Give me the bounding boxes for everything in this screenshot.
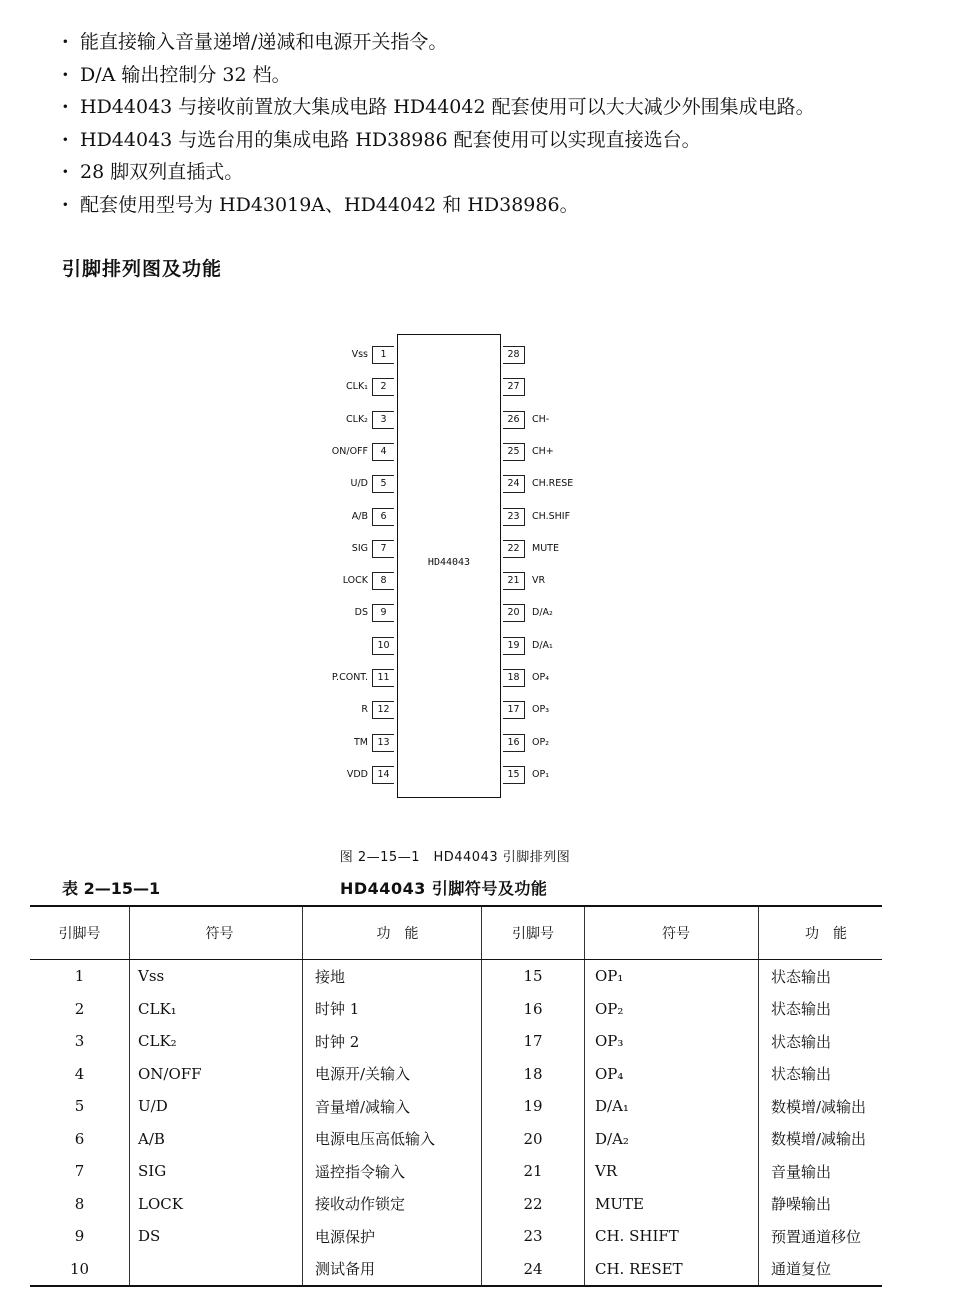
function-cell: 时钟 2 <box>303 1025 482 1058</box>
pin-number: 15 <box>503 766 525 784</box>
table-header-row <box>30 906 882 960</box>
pin-number: 16 <box>503 734 525 752</box>
symbol-cell: MUTE <box>585 1188 759 1221</box>
pin-symbol: CLK₁ <box>346 381 368 393</box>
pin-number: 14 <box>372 766 394 784</box>
function-cell: 状态输出 <box>759 960 883 993</box>
pin-symbol: OP₂ <box>532 736 550 748</box>
pin-number-cell: 16 <box>482 993 585 1026</box>
pin-symbol: SIG <box>351 542 368 554</box>
pin-number-cell: 18 <box>482 1058 585 1091</box>
pin-number: 7 <box>372 540 394 558</box>
pin-symbol: R <box>361 704 368 716</box>
pin-number-cell: 20 <box>482 1123 585 1156</box>
pin-symbol: OP₄ <box>532 672 550 683</box>
feature-item: · HD44043 与接收前置放大集成电路 HD44042 配套使用可以大大减少外围集成电路。 <box>62 96 815 118</box>
header-symbol: 符号 <box>585 906 759 960</box>
pin-symbol: D/A₁ <box>532 639 553 651</box>
pin-symbol: ON/OFF <box>331 445 368 457</box>
symbol-cell: Vss <box>130 960 303 993</box>
function-cell: 时钟 1 <box>303 993 482 1026</box>
pin-symbol: VDD <box>346 768 368 780</box>
feature-list <box>62 26 942 221</box>
feature-item: · HD44043 与选台用的集成电路 HD38986 配套使用可以实现直接选台。 <box>62 128 701 151</box>
pin-number-cell: 10 <box>30 1253 130 1287</box>
pin-number: 6 <box>372 508 394 526</box>
table-row <box>30 1188 882 1221</box>
symbol-cell: CH. RESET <box>585 1253 759 1287</box>
pin-symbol: P.CONT. <box>331 672 368 683</box>
pin-number: 1 <box>372 346 394 364</box>
pin-number: 23 <box>503 508 525 526</box>
pin-symbol: U/D <box>350 478 368 490</box>
symbol-cell: A/B <box>130 1123 303 1156</box>
symbol-cell: SIG <box>130 1155 303 1188</box>
header-pin-number: 引脚号 <box>482 906 585 960</box>
pin-symbol: DS <box>354 607 368 619</box>
symbol-cell: ON/OFF <box>130 1058 303 1091</box>
pin-number: 4 <box>372 443 394 461</box>
function-cell: 接地 <box>303 960 482 993</box>
table-row <box>30 1155 882 1188</box>
symbol-cell: LOCK <box>130 1188 303 1221</box>
pin-number: 3 <box>372 411 394 429</box>
function-cell: 状态输出 <box>759 1025 883 1058</box>
feature-item: · 配套使用型号为 HD43019A、HD44042 和 HD38986。 <box>62 193 579 216</box>
chip-label: HD44043 <box>427 557 471 568</box>
function-cell: 静噪输出 <box>759 1188 883 1221</box>
pin-symbol: CH.SHIF <box>532 510 571 522</box>
symbol-cell: CLK₁ <box>130 993 303 1026</box>
pin-number-cell: 5 <box>74 1097 85 1116</box>
pin-number: 24 <box>503 475 525 493</box>
function-cell: 数模增/减输出 <box>759 1090 883 1123</box>
header-function: 功 能 <box>759 906 883 960</box>
function-cell: 预置通道移位 <box>759 1220 883 1253</box>
pin-number: 28 <box>503 346 525 364</box>
symbol-cell: CLK₂ <box>130 1025 303 1058</box>
pin-number: 8 <box>372 572 394 590</box>
symbol-cell: OP₁ <box>585 960 759 993</box>
pin-number-cell: 22 <box>482 1188 585 1221</box>
symbol-cell: OP₃ <box>585 1025 759 1058</box>
feature-text: 配套使用型号为 HD43019A、HD44042 和 HD38986。 <box>80 193 579 216</box>
pin-symbol: LOCK <box>342 575 368 587</box>
symbol-cell: D/A₂ <box>585 1123 759 1156</box>
table-row <box>30 1123 882 1156</box>
table-row <box>30 1253 882 1287</box>
pin-number-cell: 6 <box>74 1129 85 1148</box>
symbol-cell: OP₂ <box>585 993 759 1026</box>
feature-text: HD44043 与选台用的集成电路 HD38986 配套使用可以实现直接选台。 <box>80 128 701 151</box>
pin-number-cell: 4 <box>74 1064 85 1083</box>
pin-number: 13 <box>372 734 394 752</box>
pin-function-table <box>30 905 882 1287</box>
symbol-cell: OP₄ <box>585 1058 759 1091</box>
symbol-cell: CH. SHIFT <box>585 1220 759 1253</box>
feature-text: 28 脚双列直插式。 <box>80 161 244 183</box>
table-body <box>30 960 882 1287</box>
function-cell: 状态输出 <box>759 1058 883 1091</box>
feature-text: HD44043 与接收前置放大集成电路 HD44042 配套使用可以大大减少外围集成电路。 <box>80 96 815 118</box>
pin-number-cell: 19 <box>482 1090 585 1123</box>
pin-symbol: CH+ <box>532 445 554 457</box>
pin-number: 5 <box>372 475 394 493</box>
pin-number: 9 <box>372 604 394 622</box>
pin-symbol: CH- <box>532 413 550 425</box>
feature-item: · 28 脚双列直插式。 <box>62 161 244 183</box>
table-row <box>30 960 882 993</box>
pin-number: 21 <box>503 572 525 590</box>
symbol-cell: VR <box>585 1155 759 1188</box>
pin-number: 12 <box>372 701 394 719</box>
pin-number: 22 <box>503 540 525 558</box>
feature-item: · 能直接输入音量递增/递减和电源开关指令。 <box>62 31 448 53</box>
pin-number-cell: 24 <box>482 1253 585 1287</box>
pin-symbol: TM <box>354 736 368 748</box>
pin-number-cell: 8 <box>74 1194 85 1213</box>
pin-number-cell: 9 <box>74 1227 85 1246</box>
function-cell: 电源电压高低输入 <box>303 1123 482 1156</box>
pin-symbol: CH.RESE <box>532 478 574 490</box>
pin-symbol: OP₁ <box>532 768 550 780</box>
function-cell: 测试备用 <box>303 1253 482 1287</box>
pin-symbol: OP₃ <box>532 704 550 716</box>
table-row <box>30 1220 882 1253</box>
pin-symbol: CLK₂ <box>346 413 368 425</box>
function-cell: 电源保护 <box>303 1220 482 1253</box>
pin-number: 20 <box>503 604 525 622</box>
table-row <box>30 1025 882 1058</box>
pin-symbol: VR <box>532 575 546 587</box>
function-cell: 音量输出 <box>759 1155 883 1188</box>
pin-number-cell: 7 <box>74 1162 85 1181</box>
pin-number-cell: 2 <box>74 999 85 1018</box>
pin-number: 18 <box>503 669 525 687</box>
pin-number-cell: 3 <box>74 1032 85 1051</box>
feature-text: D/A 输出控制分 32 档。 <box>80 63 291 86</box>
symbol-cell: U/D <box>130 1090 303 1123</box>
pin-number-cell: 21 <box>482 1155 585 1188</box>
pin-number: 17 <box>503 701 525 719</box>
feature-item: · D/A 输出控制分 32 档。 <box>62 63 291 86</box>
pin-number: 25 <box>503 443 525 461</box>
function-cell: 接收动作锁定 <box>303 1188 482 1221</box>
pin-number: 26 <box>503 411 525 429</box>
pin-number-cell: 17 <box>482 1025 585 1058</box>
pin-number: 27 <box>503 378 525 396</box>
pin-symbol: Vss <box>351 349 368 360</box>
symbol-cell: D/A₁ <box>585 1090 759 1123</box>
section-title: 引脚排列图及功能 <box>62 258 223 280</box>
function-cell: 电源开/关输入 <box>303 1058 482 1091</box>
function-cell: 状态输出 <box>759 993 883 1026</box>
feature-text: 能直接输入音量递增/递减和电源开关指令。 <box>80 31 448 53</box>
function-cell: 通道复位 <box>759 1253 883 1287</box>
pin-number-cell: 23 <box>482 1220 585 1253</box>
figure-caption: 图 2—15—1 HD44043 引脚排列图 <box>339 850 571 865</box>
header-symbol: 符号 <box>130 906 303 960</box>
function-cell: 数模增/减输出 <box>759 1123 883 1156</box>
table-row <box>30 993 882 1026</box>
table-row <box>30 1058 882 1091</box>
ic-chip-body <box>397 334 501 798</box>
table-number: 表 2—15—1 <box>62 879 161 898</box>
function-cell: 遥控指令输入 <box>303 1155 482 1188</box>
pin-number: 11 <box>372 669 394 687</box>
symbol-cell: DS <box>130 1220 303 1253</box>
symbol-cell <box>130 1253 303 1287</box>
pin-number: 2 <box>372 378 394 396</box>
pin-number: 19 <box>503 637 525 655</box>
pin-number: 10 <box>372 637 394 655</box>
pin-number-cell: 1 <box>74 967 85 986</box>
table-row <box>30 1090 882 1123</box>
pin-symbol: D/A₂ <box>532 607 553 619</box>
function-cell: 音量增/减输入 <box>303 1090 482 1123</box>
header-function: 功 能 <box>303 906 482 960</box>
pin-number-cell: 15 <box>482 960 585 993</box>
pin-symbol: A/B <box>351 510 368 522</box>
table-title: HD44043 引脚符号及功能 <box>340 879 548 898</box>
pin-diagram <box>300 330 620 810</box>
header-pin-number: 引脚号 <box>30 906 130 960</box>
pin-symbol: MUTE <box>532 542 559 554</box>
